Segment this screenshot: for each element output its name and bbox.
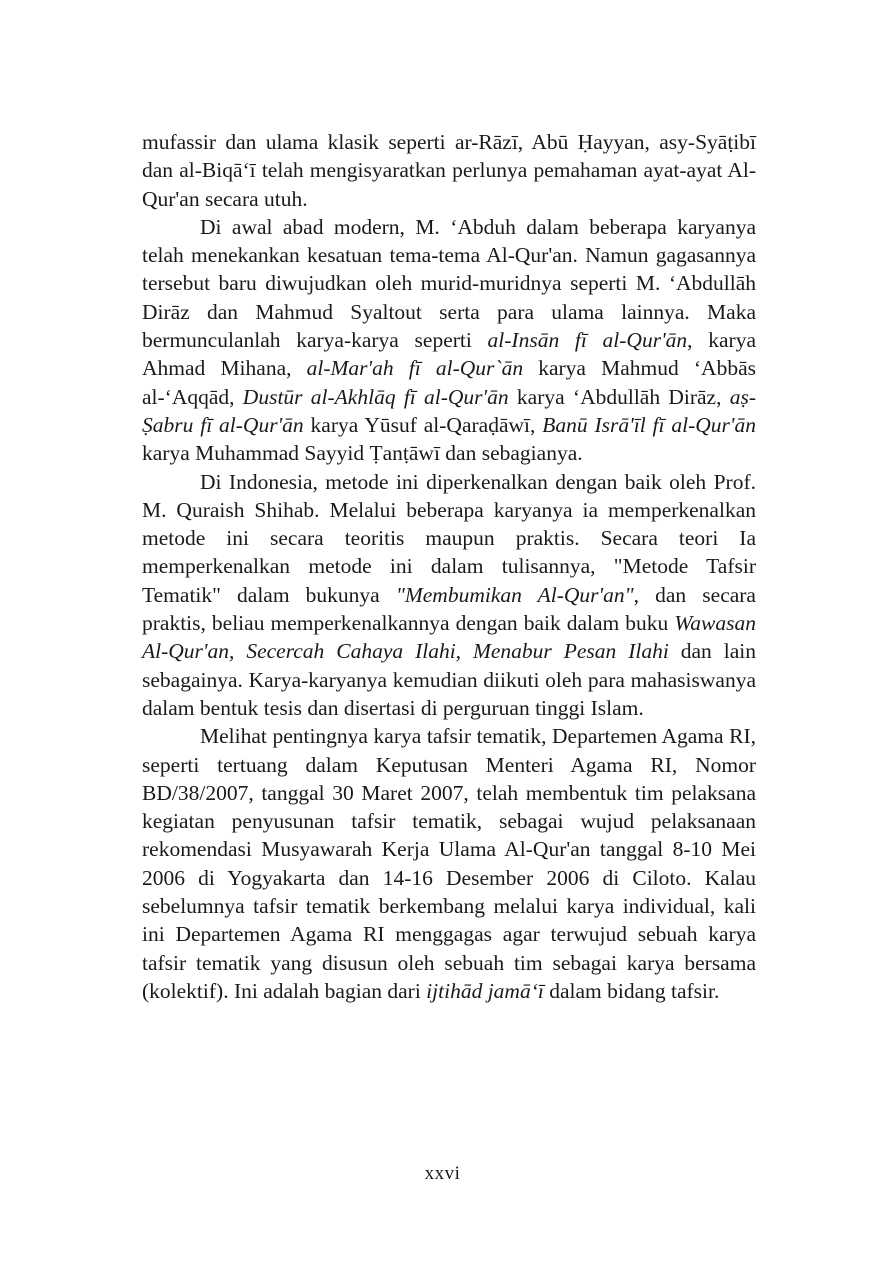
book-title: al-Mar'ah fī al-Qur`ān — [306, 356, 524, 381]
text-run: Di awal abad modern, M. ‘Abduh dalam beberapa karyanya telah menekankan kesatuan tema-tema Al-Qur'an. Namun gagasannya tersebut baru diwujudkan oleh murid-muridnya seperti M. ‘Abdullāh Dirāz dan Mahmud Syaltout serta para ulama lainnya. Maka bermunculanlah karya-karya seperti — [142, 214, 756, 353]
page-number: xxvi — [424, 1163, 461, 1184]
page-body — [142, 128, 756, 1005]
text-run: mufassir dan ulama klasik seperti ar-Rāzī, Abū Ḥayyan, asy-Syāṭibī dan al-Biqā‘ī telah mengisyaratkan perlunya pemahaman ayat-ayat Al-Qur'an secara utuh. — [142, 130, 756, 211]
text-run: Di Indonesia, metode ini diperkenalkan dengan baik oleh Prof. M. Quraish Shihab. Melalui beberapa karyanya ia memperkenalkan metode ini secara teoritis maupun praktis. Secara teori Ia memperkenalkan metode ini dalam tulisannya, "Metode Tafsir Tematik" dalam bukunya — [142, 469, 756, 607]
text-run: dalam bidang tafsir. — [543, 978, 720, 1003]
text-run: karya ‘Abdullāh Dirāz, — [508, 384, 730, 409]
italic-term: ijtihād jamā‘ī — [426, 978, 544, 1003]
text-run: karya Mahmud ‘Abbās al-‘Aqqād, — [142, 356, 756, 409]
book-title: "Membumikan Al-Qur'an" — [395, 582, 634, 607]
text-run: , karya Ahmad Mihana, — [142, 328, 756, 381]
book-title: aṣ-Ṣabru fī al-Qur'ān — [142, 384, 757, 437]
text-run: , dan secara praktis, beliau memperkenalkannya dengan baik dalam buku — [142, 582, 756, 636]
book-title: al-Insān fī al-Qur'ān — [487, 328, 688, 353]
book-title: Dustūr al-Akhlāq fī al-Qur'ān — [242, 384, 509, 409]
text-run: dan lain sebagainya. Karya-karyanya kemudian diikuti oleh para mahasiswanya dalam bentuk tesis dan disertasi di perguruan tinggi Islam. — [142, 639, 756, 720]
book-title: Banū Isrā'īl fī al-Qur'ān — [542, 412, 756, 437]
paragraph-2 — [142, 213, 756, 468]
text-run: Melihat pentingnya karya tafsir tematik, Departemen Agama RI, seperti tertuang dalam Keputusan Menteri Agama RI, Nomor BD/38/2007, tanggal 30 Maret 2007, telah membentuk tim pelaksana kegiatan penyusunan tafsir tematik, sebagai wujud pelaksanaan rekomendasi Musyawarah Kerja Ulama Al-Qur'an tanggal 8-10 Mei 2006 di Yogyakarta dan 14-16 Desember 2006 di Ciloto. Kalau sebelumnya tafsir tematik berkembang melalui karya individual, kali ini Departemen Agama RI menggagas agar terwujud sebuah karya tafsir tematik yang disusun oleh sebuah tim sebagai karya bersama (kolektif). Ini adalah bagian dari — [142, 724, 756, 1003]
paragraph-1 — [142, 128, 756, 213]
text-run: karya Yūsuf al-Qaraḍāwī, — [303, 412, 543, 437]
paragraph-3 — [142, 468, 756, 723]
text-run: karya Muhammad Sayyid Ṭanṭāwī dan sebagianya. — [142, 441, 583, 466]
paragraph-4 — [142, 722, 756, 1005]
book-title: Wawasan Al-Qur'an, Secercah Cahaya Ilahi, Menabur Pesan Ilahi — [142, 611, 756, 664]
